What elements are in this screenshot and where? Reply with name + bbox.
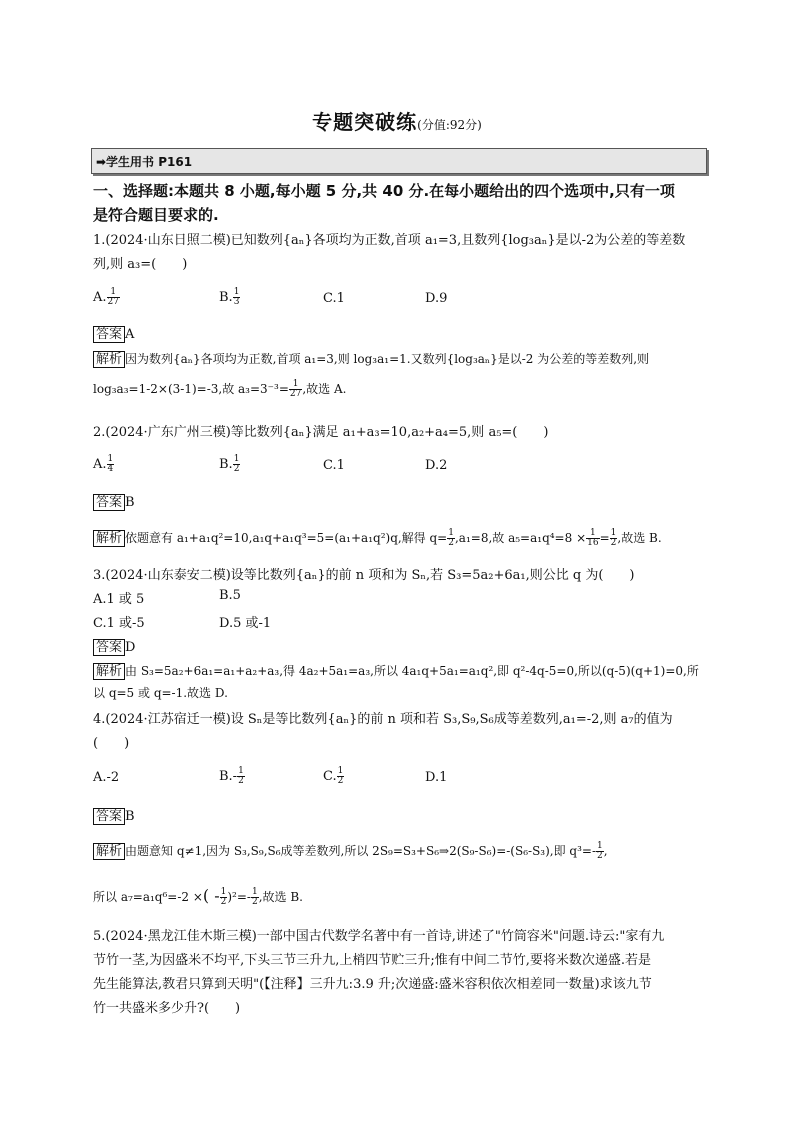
fraction-numerator: 1 <box>448 528 454 538</box>
q1-option-b <box>219 288 240 307</box>
q3-option-b: B.5 <box>219 588 241 603</box>
fraction-numerator: 1 <box>238 766 244 776</box>
q1-analysis-text3: ,故选 A. <box>302 382 347 396</box>
fraction-denominator: 3 <box>233 297 240 307</box>
page-header <box>0 106 794 135</box>
q3-analysis-line2: 以 q=5 或 q=-1.故选 D. <box>93 686 228 700</box>
q4-answer <box>93 805 135 824</box>
q1-analysis-text1: 因为数列{aₙ}各项均为正数,首项 a₁=3,则 log₃a₁=1.又数列{log₃aₙ}是以-2 为公差的等差数列,则 <box>125 352 650 366</box>
answer-label: 答案 <box>93 808 125 825</box>
fraction-numerator: 1 <box>289 380 302 390</box>
q4-analysis-paren-open: ( - <box>202 886 220 905</box>
fraction-denominator: 2 <box>238 776 244 786</box>
fraction-numerator: 1 <box>107 288 120 298</box>
analysis-label: 解析 <box>93 843 125 860</box>
q1-analysis-line2 <box>93 380 346 399</box>
q2-analysis-fraction1 <box>447 529 455 548</box>
q1-answer <box>93 323 134 342</box>
analysis-label: 解析 <box>93 351 125 368</box>
q5-stem-line2: 节竹一茎,为因盛米不均平,下头三节三升九,上梢四节贮三升;惟有中间二节竹,要将米数次递盛.若是 <box>93 953 652 968</box>
q1-stem-line2: 列,则 a₃=( ) <box>93 257 188 272</box>
fraction-numerator: 1 <box>107 454 114 464</box>
fraction-denominator: 2 <box>610 538 617 548</box>
analysis-label: 解析 <box>93 530 125 547</box>
q4-analysis-line2 <box>93 886 303 907</box>
q2-option-c: C.1 <box>323 458 345 473</box>
q1-option-d: D.9 <box>425 291 448 306</box>
q1-answer-value: A <box>125 327 135 342</box>
fraction-denominator: 4 <box>107 464 114 474</box>
q2-option-b <box>219 455 240 474</box>
page-title: 专题突破练 <box>312 110 418 134</box>
q3-option-a: A.1 或 5 <box>93 592 145 607</box>
q1-option-a-fraction <box>107 288 120 307</box>
q5-stem-line4: 竹一共盛米多少升?( ) <box>93 1001 241 1016</box>
q5-stem-line3: 先生能算法,教君只算到天明"(【注释】三升九:3.9 升;次递盛:盛米容积依次相差同一数量)求该九节 <box>93 977 652 992</box>
answer-label: 答案 <box>93 639 125 656</box>
q1-analysis-fraction <box>289 380 302 399</box>
q2-analysis <box>93 527 662 548</box>
fraction-numerator: 1 <box>220 887 227 897</box>
fraction-denominator: 27 <box>107 297 119 307</box>
fraction-denominator: 16 <box>587 538 599 548</box>
q2-option-b-prefix: B. <box>219 457 233 472</box>
q4-option-b <box>219 767 245 786</box>
answer-label: 答案 <box>93 494 125 511</box>
q1-option-c: C.1 <box>323 291 345 306</box>
q1-analysis-line1 <box>93 348 649 367</box>
q3-analysis-line1 <box>93 660 699 679</box>
q2-option-a-prefix: A. <box>93 457 107 472</box>
q3-option-d: D.5 或-1 <box>219 616 272 631</box>
q4-option-c-prefix: C. <box>323 769 337 784</box>
q2-analysis-text3: ,故选 B. <box>617 531 662 545</box>
q2-answer-value: B <box>125 495 135 510</box>
q4-stem-line2: ( ) <box>93 736 130 751</box>
q1-stem-line1: 1.(2024·山东日照二模)已知数列{aₙ}各项均为正数,首项 a₁=3,且数列{log₃aₙ}是以-2为公差的等差数 <box>93 233 686 248</box>
fraction-numerator: 1 <box>251 887 258 897</box>
q4-option-c-fraction <box>337 767 345 786</box>
fraction-denominator: 27 <box>289 389 302 399</box>
q3-option-c: C.1 或-5 <box>93 616 145 631</box>
analysis-label: 解析 <box>93 663 125 680</box>
fraction-numerator: 1 <box>586 529 599 539</box>
q4-analysis-fraction3 <box>251 888 259 907</box>
q4-option-c <box>323 767 344 786</box>
q4-option-b-prefix: B.- <box>219 769 238 784</box>
answer-label: 答案 <box>93 326 125 343</box>
q4-analysis-paren-close: )²=- <box>227 890 251 904</box>
q2-analysis-equals: = <box>599 531 610 545</box>
fraction-denominator: 2 <box>251 897 258 907</box>
q4-analysis-text4: ,故选 B. <box>258 890 303 904</box>
q2-analysis-text2: ,a₁=8,故 a₅=a₁q⁴=8 × <box>454 531 587 545</box>
section-heading-line1: 一、选择题:本题共 8 小题,每小题 5 分,共 40 分.在每小题给出的四个选项中,只有一项 <box>93 182 675 200</box>
fraction-denominator: 2 <box>448 538 454 548</box>
q1-option-b-fraction <box>233 288 241 307</box>
q2-option-a-fraction <box>107 455 115 474</box>
q4-analysis-text2: , <box>603 844 608 858</box>
banner-text: ➡学生用书 P161 <box>96 155 193 169</box>
fraction-numerator: 1 <box>233 454 240 464</box>
q3-analysis-text1: 由 S₃=5a₂+6a₁=a₁+a₂+a₃,得 4a₂+5a₁=a₃,所以 4a₁q+5a₁=a₁q²,即 q²-4q-5=0,所以(q-5)(q+1)=0,所 <box>125 664 699 678</box>
fraction-numerator: 1 <box>337 766 344 776</box>
q2-analysis-text1: 依题意有 a₁+a₁q²=10,a₁q+a₁q³=5=(a₁+a₁q²)q,解得 q= <box>125 531 448 545</box>
q2-option-a <box>93 455 114 474</box>
q4-option-b-fraction <box>237 767 245 786</box>
section-heading-line2: 是符合题目要求的. <box>93 206 219 224</box>
fraction-numerator: 1 <box>610 528 617 538</box>
fraction-denominator: 2 <box>337 776 344 786</box>
fraction-denominator: 2 <box>233 464 240 474</box>
q5-stem-line1: 5.(2024·黑龙江佳木斯三模)一部中国古代数学名著中有一首诗,讲述了"竹筒容米"问题.诗云:"家有九 <box>93 929 665 944</box>
fraction-numerator: 1 <box>233 287 240 297</box>
q4-option-d: D.1 <box>425 770 448 785</box>
q1-option-a <box>93 288 120 307</box>
q2-stem: 2.(2024·广东广州三模)等比数列{aₙ}满足 a₁+a₃=10,a₂+a₄=5,则 a₅=( ) <box>93 425 549 440</box>
q3-answer-value: D <box>125 640 136 655</box>
q2-analysis-fraction2 <box>586 529 599 548</box>
q3-stem: 3.(2024·山东泰安二模)设等比数列{aₙ}的前 n 项和为 Sₙ,若 S₃=5a₂+6a₁,则公比 q 为( ) <box>93 568 635 583</box>
q3-answer <box>93 636 135 655</box>
q4-analysis-text1: 由题意知 q≠1,因为 S₃,S₉,S₆成等差数列,所以 2S₉=S₃+S₆⇒2(S₉-S₆)=-(S₆-S₃),即 q³=- <box>125 844 597 858</box>
q4-analysis-fraction1 <box>596 842 604 861</box>
q4-answer-value: B <box>125 809 135 824</box>
q2-answer <box>93 491 135 510</box>
q1-option-a-prefix: A. <box>93 290 107 305</box>
fraction-numerator: 1 <box>597 841 603 851</box>
q4-analysis-text3: 所以 a₇=a₁q⁶=-2 × <box>93 890 203 904</box>
q4-stem-line1: 4.(2024·江苏宿迁一模)设 Sₙ是等比数列{aₙ}的前 n 项和若 S₃,S₉,S₆成等差数列,a₁=-2,则 a₇的值为 <box>93 712 673 727</box>
q2-option-b-fraction <box>233 455 241 474</box>
student-book-banner <box>91 148 707 174</box>
q4-option-a: A.-2 <box>93 770 120 785</box>
q4-analysis-line1 <box>93 840 608 861</box>
fraction-denominator: 2 <box>597 851 603 861</box>
score-note: (分值:92分) <box>417 118 482 132</box>
fraction-denominator: 2 <box>220 897 227 907</box>
q1-option-b-prefix: B. <box>219 290 233 305</box>
q1-analysis-text2: log₃a₃=1-2×(3-1)=-3,故 a₃=3⁻³= <box>93 382 289 396</box>
q2-option-d: D.2 <box>425 458 448 473</box>
